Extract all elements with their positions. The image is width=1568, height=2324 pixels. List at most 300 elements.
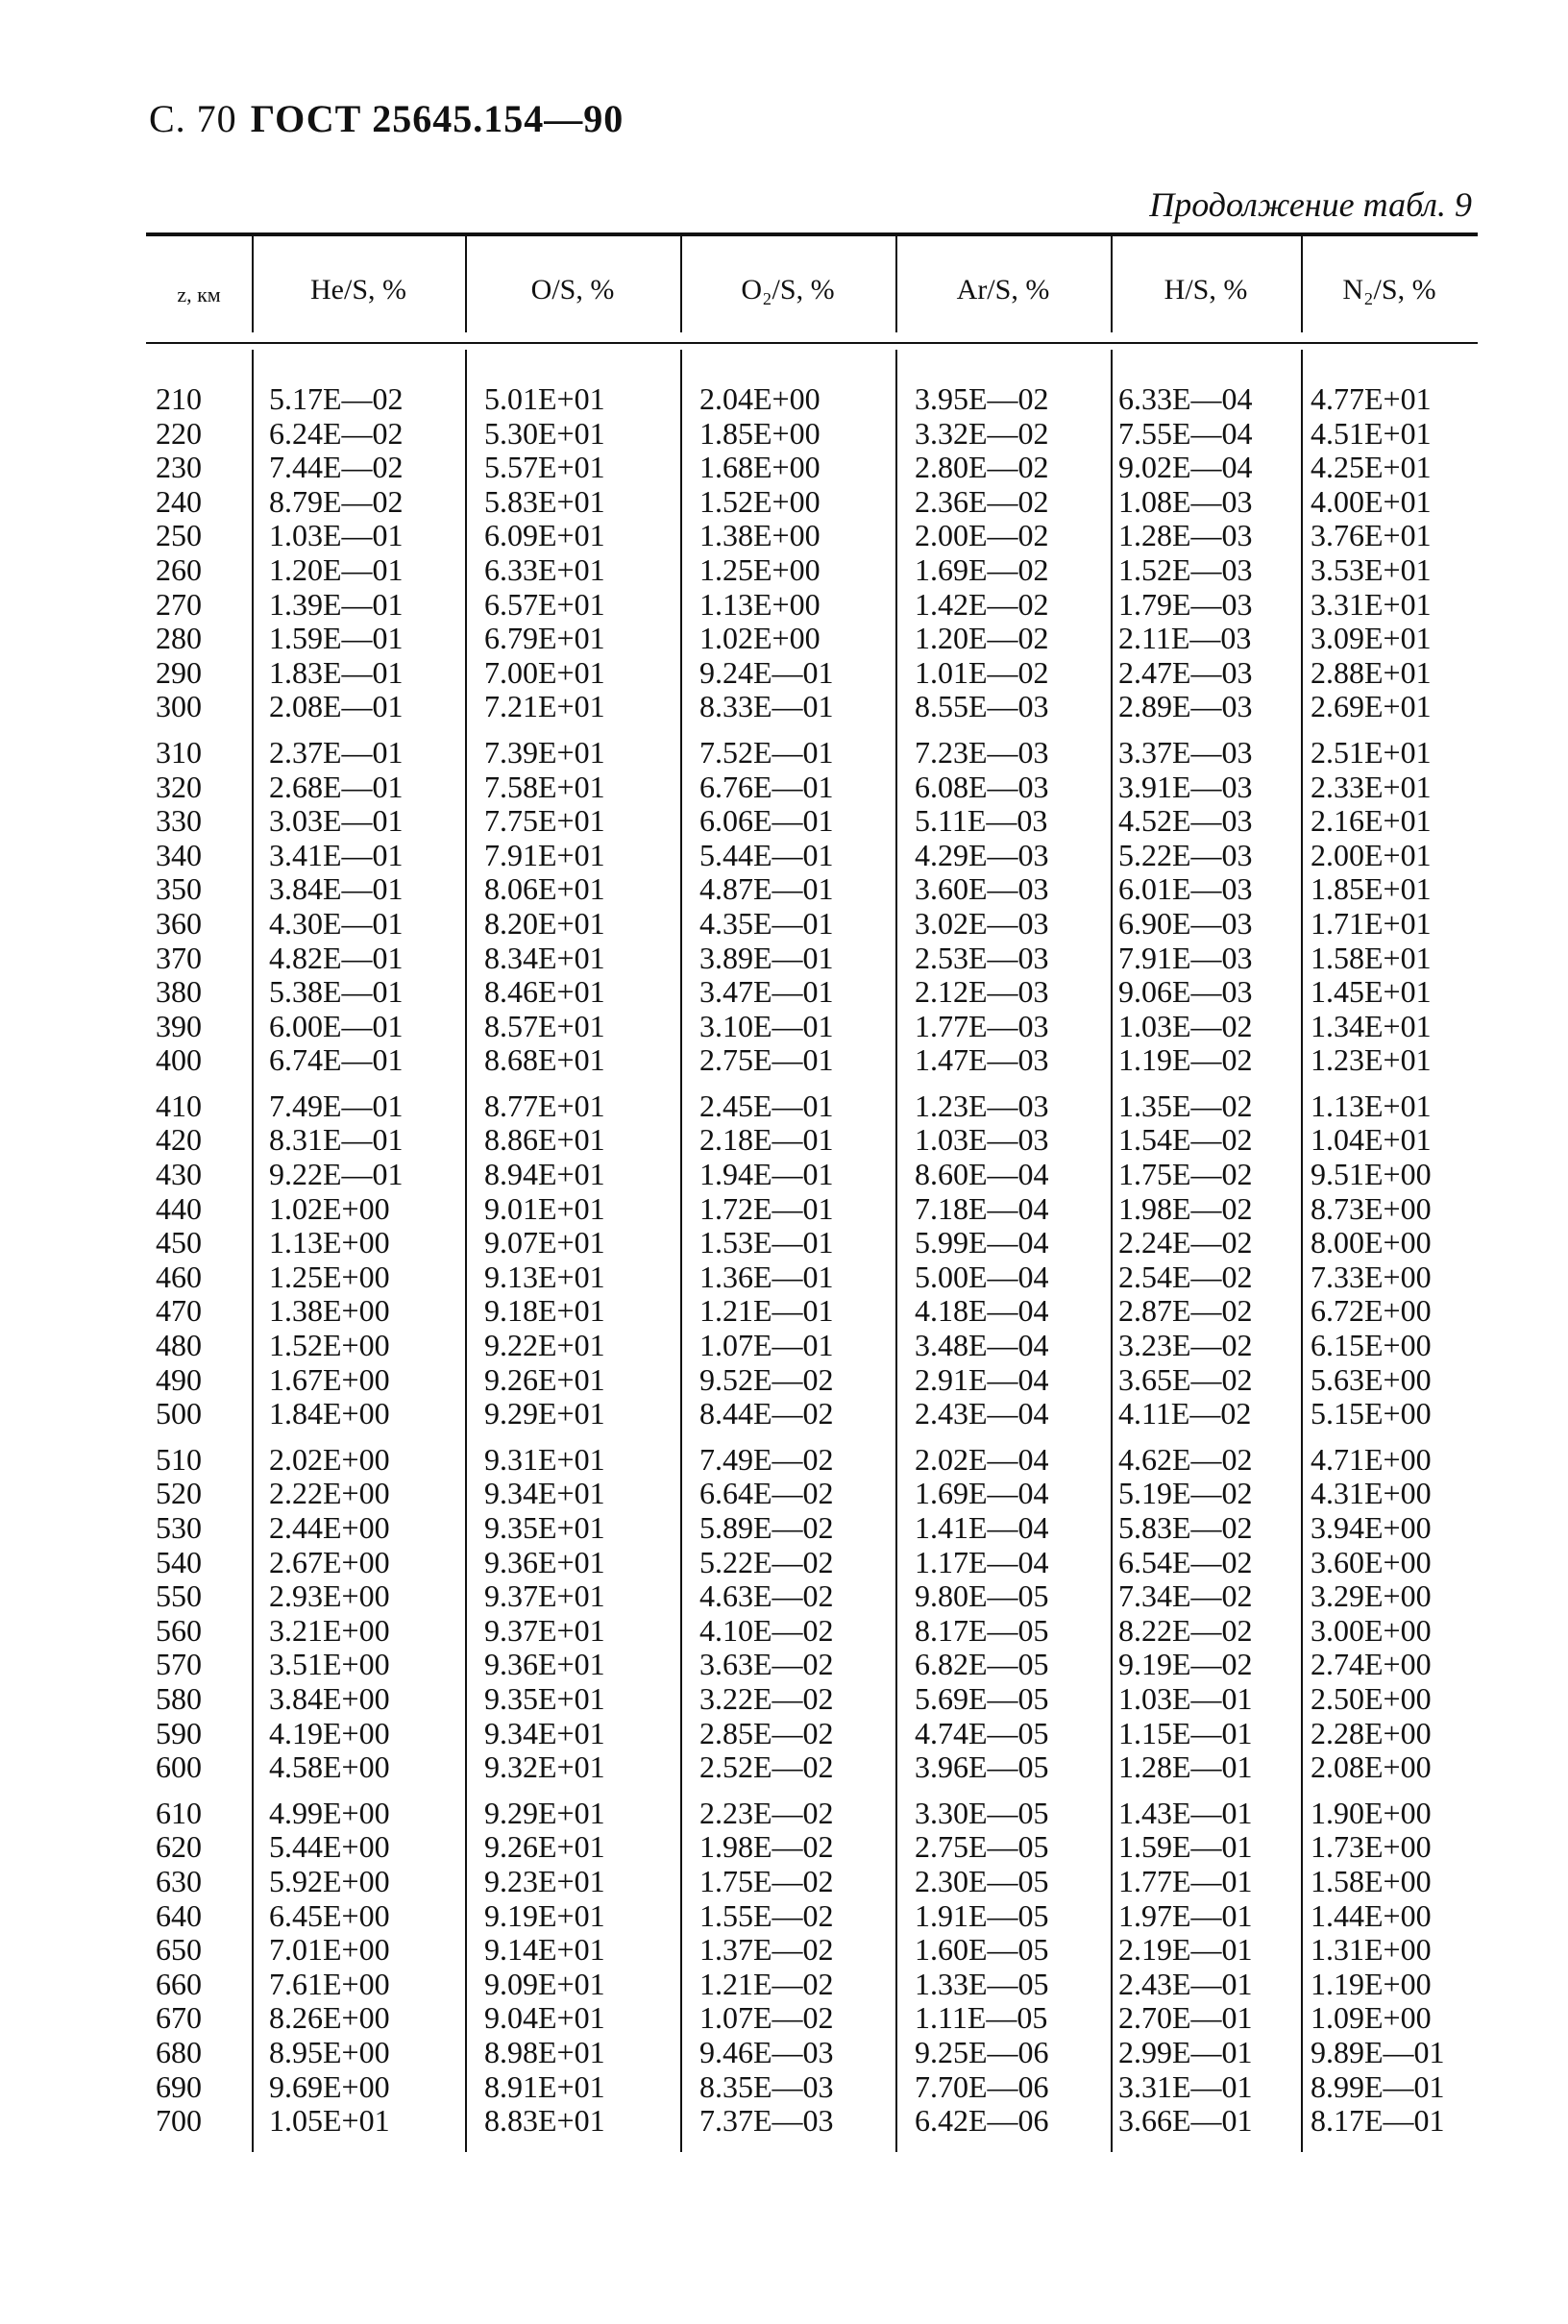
value-cell: 2.88E+01: [1311, 654, 1432, 690]
value-cell: 6.33E+01: [484, 551, 605, 587]
value-cell: 1.07E—02: [699, 2000, 834, 2036]
altitude-cell: 630: [156, 1863, 202, 1898]
table-row: [146, 1968, 1478, 2002]
value-cell: 8.73E+00: [1311, 1190, 1432, 1226]
value-cell: 3.91E—03: [1118, 769, 1253, 804]
value-cell: 4.71E+00: [1311, 1441, 1432, 1477]
altitude-cell: 450: [156, 1225, 202, 1260]
value-cell: 8.33E—01: [699, 689, 834, 724]
value-cell: 5.01E+01: [484, 381, 605, 416]
value-cell: 2.08E+00: [1311, 1749, 1432, 1785]
value-cell: 2.47E—03: [1118, 654, 1253, 690]
value-cell: 9.36E+01: [484, 1647, 605, 1682]
value-cell: 6.79E+01: [484, 621, 605, 656]
value-cell: 1.09E+00: [1311, 2000, 1432, 2036]
value-cell: 4.35E—01: [699, 905, 834, 941]
altitude-cell: 350: [156, 871, 202, 907]
value-cell: 2.52E—02: [699, 1749, 834, 1785]
value-cell: 4.18E—04: [915, 1293, 1049, 1329]
value-cell: 1.59E—01: [269, 621, 404, 656]
value-cell: 1.37E—02: [699, 1932, 834, 1968]
value-cell: 4.51E+01: [1311, 415, 1432, 451]
row-group: [146, 382, 1478, 724]
value-cell: 1.02E+00: [269, 1190, 390, 1226]
table-row: [146, 1797, 1478, 1831]
value-cell: 2.30E—05: [915, 1863, 1049, 1898]
value-cell: 1.03E—01: [1118, 1680, 1253, 1716]
altitude-cell: 520: [156, 1476, 202, 1511]
value-cell: 1.01E—02: [915, 654, 1049, 690]
value-cell: 8.86E+01: [484, 1122, 605, 1158]
value-cell: 1.69E—02: [915, 551, 1049, 587]
value-cell: 8.95E+00: [269, 2034, 390, 2069]
value-cell: 2.54E—02: [1118, 1259, 1253, 1294]
value-cell: 8.79E—02: [269, 483, 404, 519]
value-cell: 8.31E—01: [269, 1122, 404, 1158]
value-cell: 8.60E—04: [915, 1157, 1049, 1192]
value-cell: 1.11E—05: [915, 2000, 1048, 2036]
value-cell: 1.25E+00: [699, 551, 821, 587]
value-cell: 2.28E+00: [1311, 1715, 1432, 1750]
value-cell: 9.19E—02: [1118, 1647, 1253, 1682]
altitude-cell: 230: [156, 450, 202, 485]
value-cell: 7.61E+00: [269, 1966, 390, 2001]
altitude-cell: 590: [156, 1715, 202, 1750]
altitude-cell: 330: [156, 803, 202, 839]
altitude-cell: 290: [156, 654, 202, 690]
value-cell: 1.85E+01: [1311, 871, 1432, 907]
value-cell: 2.87E—02: [1118, 1293, 1253, 1329]
value-cell: 7.55E—04: [1118, 415, 1253, 451]
value-cell: 7.34E—02: [1118, 1578, 1253, 1614]
value-cell: 1.44E+00: [1311, 1897, 1432, 1933]
value-cell: 5.44E—01: [699, 837, 834, 872]
value-cell: 7.52E—01: [699, 734, 834, 770]
value-cell: 1.13E+00: [699, 586, 821, 622]
value-cell: 9.52E—02: [699, 1361, 834, 1397]
value-cell: 8.57E+01: [484, 1008, 605, 1043]
table-row: [146, 1579, 1478, 1614]
value-cell: 7.18E—04: [915, 1190, 1049, 1226]
column-header-ar: Ar/S, %: [956, 274, 1050, 306]
value-cell: 8.94E+01: [484, 1157, 605, 1192]
value-cell: 9.22E+01: [484, 1328, 605, 1363]
value-cell: 9.34E+01: [484, 1476, 605, 1511]
altitude-cell: 310: [156, 734, 202, 770]
value-cell: 9.29E+01: [484, 1795, 605, 1830]
altitude-cell: 500: [156, 1396, 202, 1431]
table-row: [146, 485, 1478, 520]
value-cell: 9.18E+01: [484, 1293, 605, 1329]
table-row: [146, 1717, 1478, 1751]
table-row: [146, 1865, 1478, 1899]
value-cell: 9.69E+00: [269, 2068, 390, 2104]
value-cell: 2.89E—03: [1118, 689, 1253, 724]
altitude-cell: 480: [156, 1328, 202, 1363]
value-cell: 1.07E—01: [699, 1328, 834, 1363]
value-cell: 1.03E—01: [269, 518, 404, 553]
value-cell: 8.26E+00: [269, 2000, 390, 2036]
value-cell: 4.00E+01: [1311, 483, 1432, 519]
value-cell: 5.15E+00: [1311, 1396, 1432, 1431]
value-cell: 2.19E—01: [1118, 1932, 1253, 1968]
value-cell: 1.28E—01: [1118, 1749, 1253, 1785]
table-row: [146, 553, 1478, 588]
value-cell: 1.19E—02: [1118, 1042, 1253, 1078]
value-cell: 1.72E—01: [699, 1190, 834, 1226]
value-cell: 9.37E+01: [484, 1612, 605, 1648]
column-header-altitude: z, км: [177, 282, 221, 306]
value-cell: 1.79E—03: [1118, 586, 1253, 622]
value-cell: 1.55E—02: [699, 1897, 834, 1933]
value-cell: 3.60E+00: [1311, 1544, 1432, 1579]
value-cell: 4.58E+00: [269, 1749, 390, 1785]
table-row: [146, 2070, 1478, 2105]
value-cell: 2.22E+00: [269, 1476, 390, 1511]
value-cell: 2.80E—02: [915, 450, 1049, 485]
altitude-cell: 440: [156, 1190, 202, 1226]
altitude-cell: 360: [156, 905, 202, 941]
value-cell: 3.21E+00: [269, 1612, 390, 1648]
value-cell: 3.66E—01: [1118, 2103, 1253, 2139]
value-cell: 1.20E—01: [269, 551, 404, 587]
value-cell: 5.83E—02: [1118, 1510, 1253, 1545]
value-cell: 5.69E—05: [915, 1680, 1049, 1716]
value-cell: 3.89E—01: [699, 940, 834, 975]
value-cell: 5.63E+00: [1311, 1361, 1432, 1397]
table-row: [146, 942, 1478, 976]
value-cell: 3.95E—02: [915, 381, 1049, 416]
value-cell: 9.25E—06: [915, 2034, 1049, 2069]
table-row: [146, 1329, 1478, 1363]
value-cell: 1.91E—05: [915, 1897, 1049, 1933]
table-row: [146, 907, 1478, 942]
value-cell: 1.25E+00: [269, 1259, 390, 1294]
value-cell: 1.36E—01: [699, 1259, 834, 1294]
value-cell: 1.23E—03: [915, 1088, 1049, 1123]
value-cell: 9.31E+01: [484, 1441, 605, 1477]
value-cell: 9.02E—04: [1118, 450, 1253, 485]
value-cell: 1.60E—05: [915, 1932, 1049, 1968]
table-row: [146, 1899, 1478, 1934]
altitude-cell: 600: [156, 1749, 202, 1785]
value-cell: 3.94E+00: [1311, 1510, 1432, 1545]
value-cell: 3.10E—01: [699, 1008, 834, 1043]
value-cell: 1.90E+00: [1311, 1795, 1432, 1830]
value-cell: 9.04E+01: [484, 2000, 605, 2036]
value-cell: 6.06E—01: [699, 803, 834, 839]
value-cell: 5.99E—04: [915, 1225, 1049, 1260]
table-row: [146, 1226, 1478, 1260]
value-cell: 8.46E+01: [484, 974, 605, 1010]
altitude-cell: 460: [156, 1259, 202, 1294]
value-cell: 9.19E+01: [484, 1897, 605, 1933]
table-row: [146, 1363, 1478, 1398]
value-cell: 8.68E+01: [484, 1042, 605, 1078]
value-cell: 3.47E—01: [699, 974, 834, 1010]
value-cell: 7.37E—03: [699, 2103, 834, 2139]
value-cell: 8.17E—05: [915, 1612, 1049, 1648]
value-cell: 8.00E+00: [1311, 1225, 1432, 1260]
value-cell: 1.98E—02: [1118, 1190, 1253, 1226]
value-cell: 2.00E+01: [1311, 837, 1432, 872]
table-row: [146, 1477, 1478, 1511]
value-cell: 5.38E—01: [269, 974, 404, 1010]
value-cell: 2.43E—04: [915, 1396, 1049, 1431]
value-cell: 2.85E—02: [699, 1715, 834, 1750]
value-cell: 1.21E—02: [699, 1966, 834, 2001]
value-cell: 4.99E+00: [269, 1795, 390, 1830]
value-cell: 4.30E—01: [269, 905, 404, 941]
value-cell: 1.52E—03: [1118, 551, 1253, 587]
altitude-cell: 490: [156, 1361, 202, 1397]
value-cell: 3.53E+01: [1311, 551, 1432, 587]
table-row: [146, 1750, 1478, 1785]
value-cell: 4.74E—05: [915, 1715, 1049, 1750]
value-cell: 2.99E—01: [1118, 2034, 1253, 2069]
value-cell: 3.37E—03: [1118, 734, 1253, 770]
value-cell: 5.00E—04: [915, 1259, 1049, 1294]
table-row: [146, 1192, 1478, 1227]
value-cell: 1.03E—03: [915, 1122, 1049, 1158]
value-cell: 8.20E+01: [484, 905, 605, 941]
value-cell: 1.58E+01: [1311, 940, 1432, 975]
value-cell: 1.15E—01: [1118, 1715, 1253, 1750]
value-cell: 1.04E+01: [1311, 1122, 1432, 1158]
altitude-cell: 610: [156, 1795, 202, 1830]
value-cell: 1.75E—02: [1118, 1157, 1253, 1192]
value-cell: 2.02E—04: [915, 1441, 1049, 1477]
altitude-cell: 320: [156, 769, 202, 804]
value-cell: 1.05E+01: [269, 2103, 390, 2139]
value-cell: 6.09E+01: [484, 518, 605, 553]
value-cell: 2.04E+00: [699, 381, 821, 416]
value-cell: 4.25E+01: [1311, 450, 1432, 485]
altitude-cell: 260: [156, 551, 202, 587]
value-cell: 9.37E+01: [484, 1578, 605, 1614]
value-cell: 2.44E+00: [269, 1510, 390, 1545]
altitude-cell: 220: [156, 415, 202, 451]
altitude-cell: 370: [156, 940, 202, 975]
value-cell: 4.10E—02: [699, 1612, 834, 1648]
value-cell: 9.23E+01: [484, 1863, 605, 1898]
value-cell: 2.53E—03: [915, 940, 1049, 975]
value-cell: 7.75E+01: [484, 803, 605, 839]
value-cell: 2.50E+00: [1311, 1680, 1432, 1716]
table-row: [146, 588, 1478, 623]
value-cell: 1.67E+00: [269, 1361, 390, 1397]
altitude-cell: 420: [156, 1122, 202, 1158]
value-cell: 5.44E+00: [269, 1829, 390, 1865]
value-cell: 5.89E—02: [699, 1510, 834, 1545]
value-cell: 9.46E—03: [699, 2034, 834, 2069]
value-cell: 3.65E—02: [1118, 1361, 1253, 1397]
table-row: [146, 1294, 1478, 1329]
value-cell: 3.32E—02: [915, 415, 1049, 451]
value-cell: 1.84E+00: [269, 1396, 390, 1431]
value-cell: 9.26E+01: [484, 1361, 605, 1397]
value-cell: 9.14E+01: [484, 1932, 605, 1968]
value-cell: 3.84E+00: [269, 1680, 390, 1716]
value-cell: 8.77E+01: [484, 1088, 605, 1123]
value-cell: 1.58E+00: [1311, 1863, 1432, 1898]
value-cell: 1.33E—05: [915, 1966, 1049, 2001]
table-row: [146, 839, 1478, 873]
value-cell: 6.76E—01: [699, 769, 834, 804]
table-row: [146, 1397, 1478, 1431]
value-cell: 5.19E—02: [1118, 1476, 1253, 1511]
table-row: [146, 872, 1478, 907]
altitude-cell: 250: [156, 518, 202, 553]
value-cell: 5.83E+01: [484, 483, 605, 519]
value-cell: 1.47E—03: [915, 1042, 1049, 1078]
value-cell: 3.63E—02: [699, 1647, 834, 1682]
altitude-cell: 380: [156, 974, 202, 1010]
value-cell: 2.68E—01: [269, 769, 404, 804]
value-cell: 5.17E—02: [269, 381, 404, 416]
value-cell: 1.98E—02: [699, 1829, 834, 1865]
value-cell: 5.11E—03: [915, 803, 1048, 839]
value-cell: 9.24E—01: [699, 654, 834, 690]
value-cell: 2.18E—01: [699, 1122, 834, 1158]
value-cell: 2.75E—05: [915, 1829, 1049, 1865]
value-cell: 1.03E—02: [1118, 1008, 1253, 1043]
value-cell: 1.28E—03: [1118, 518, 1253, 553]
table-row: [146, 2036, 1478, 2070]
value-cell: 6.90E—03: [1118, 905, 1253, 941]
column-header-n2: N₂/S, %: [1342, 274, 1436, 306]
value-cell: 7.39E+01: [484, 734, 605, 770]
value-cell: 2.00E—02: [915, 518, 1049, 553]
value-cell: 5.30E+01: [484, 415, 605, 451]
altitude-cell: 690: [156, 2068, 202, 2104]
value-cell: 2.74E+00: [1311, 1647, 1432, 1682]
table-row: [146, 1648, 1478, 1682]
value-cell: 1.52E+00: [269, 1328, 390, 1363]
value-cell: 9.01E+01: [484, 1190, 605, 1226]
altitude-cell: 580: [156, 1680, 202, 1716]
altitude-cell: 510: [156, 1441, 202, 1477]
value-cell: 7.91E+01: [484, 837, 605, 872]
value-cell: 1.75E—02: [699, 1863, 834, 1898]
row-group: [146, 1443, 1478, 1785]
table-row: [146, 690, 1478, 724]
table-row: [146, 382, 1478, 417]
altitude-cell: 300: [156, 689, 202, 724]
value-cell: 7.21E+01: [484, 689, 605, 724]
value-cell: 2.91E—04: [915, 1361, 1049, 1397]
value-cell: 1.21E—01: [699, 1293, 834, 1329]
value-cell: 3.60E—03: [915, 871, 1049, 907]
table-row: [146, 2001, 1478, 2036]
table-row: [146, 451, 1478, 485]
value-cell: 1.43E—01: [1118, 1795, 1253, 1830]
value-cell: 2.33E+01: [1311, 769, 1432, 804]
table-row: [146, 656, 1478, 691]
value-cell: 1.23E+01: [1311, 1042, 1432, 1078]
value-cell: 8.99E—01: [1311, 2068, 1445, 2104]
value-cell: 4.62E—02: [1118, 1441, 1253, 1477]
value-cell: 1.34E+01: [1311, 1008, 1432, 1043]
table-row: [146, 2104, 1478, 2139]
value-cell: 4.63E—02: [699, 1578, 834, 1614]
value-cell: 5.22E—03: [1118, 837, 1253, 872]
value-cell: 9.80E—05: [915, 1578, 1049, 1614]
table-row: [146, 1511, 1478, 1546]
altitude-cell: 640: [156, 1897, 202, 1933]
altitude-cell: 680: [156, 2034, 202, 2069]
table-row: [146, 417, 1478, 452]
value-cell: 1.85E+00: [699, 415, 821, 451]
value-cell: 9.32E+01: [484, 1749, 605, 1785]
value-cell: 2.11E—03: [1118, 621, 1252, 656]
table-row: [146, 1123, 1478, 1158]
value-cell: 2.67E+00: [269, 1544, 390, 1579]
value-cell: 2.45E—01: [699, 1088, 834, 1123]
table-row: [146, 1010, 1478, 1044]
value-cell: 7.00E+01: [484, 654, 605, 690]
value-cell: 2.93E+00: [269, 1578, 390, 1614]
value-cell: 6.57E+01: [484, 586, 605, 622]
value-cell: 5.92E+00: [269, 1863, 390, 1898]
value-cell: 6.08E—03: [915, 769, 1049, 804]
altitude-cell: 670: [156, 2000, 202, 2036]
altitude-cell: 470: [156, 1293, 202, 1329]
table-row: [146, 519, 1478, 553]
altitude-cell: 530: [156, 1510, 202, 1545]
value-cell: 2.08E—01: [269, 689, 404, 724]
value-cell: 4.82E—01: [269, 940, 404, 975]
table-row: [146, 975, 1478, 1010]
value-cell: 8.91E+01: [484, 2068, 605, 2104]
value-cell: 7.70E—06: [915, 2068, 1049, 2104]
value-cell: 3.51E+00: [269, 1647, 390, 1682]
table-row: [146, 1260, 1478, 1295]
value-cell: 6.74E—01: [269, 1042, 404, 1078]
value-cell: 3.02E—03: [915, 905, 1049, 941]
column-header-h: H/S, %: [1164, 274, 1248, 306]
value-cell: 2.36E—02: [915, 483, 1049, 519]
value-cell: 4.52E—03: [1118, 803, 1253, 839]
value-cell: 6.01E—03: [1118, 871, 1253, 907]
value-cell: 7.01E+00: [269, 1932, 390, 1968]
value-cell: 1.69E—04: [915, 1476, 1049, 1511]
value-cell: 7.33E+00: [1311, 1259, 1432, 1294]
value-cell: 3.41E—01: [269, 837, 404, 872]
table-row: [146, 1933, 1478, 1968]
value-cell: 1.77E—01: [1118, 1863, 1253, 1898]
value-cell: 2.37E—01: [269, 734, 404, 770]
column-header-o: O/S, %: [530, 274, 615, 306]
value-cell: 6.42E—06: [915, 2103, 1049, 2139]
value-cell: 1.39E—01: [269, 586, 404, 622]
column-header-o2: O₂/S, %: [741, 274, 835, 306]
value-cell: 9.09E+01: [484, 1966, 605, 2001]
value-cell: 1.17E—04: [915, 1544, 1049, 1579]
value-cell: 3.23E—02: [1118, 1328, 1253, 1363]
value-cell: 4.31E+00: [1311, 1476, 1432, 1511]
value-cell: 6.33E—04: [1118, 381, 1253, 416]
altitude-cell: 700: [156, 2103, 202, 2139]
value-cell: 2.12E—03: [915, 974, 1049, 1010]
value-cell: 9.07E+01: [484, 1225, 605, 1260]
value-cell: 4.77E+01: [1311, 381, 1432, 416]
value-cell: 1.35E—02: [1118, 1088, 1253, 1123]
value-cell: 7.49E—01: [269, 1088, 404, 1123]
value-cell: 6.72E+00: [1311, 1293, 1432, 1329]
value-cell: 1.97E—01: [1118, 1897, 1253, 1933]
value-cell: 9.89E—01: [1311, 2034, 1445, 2069]
